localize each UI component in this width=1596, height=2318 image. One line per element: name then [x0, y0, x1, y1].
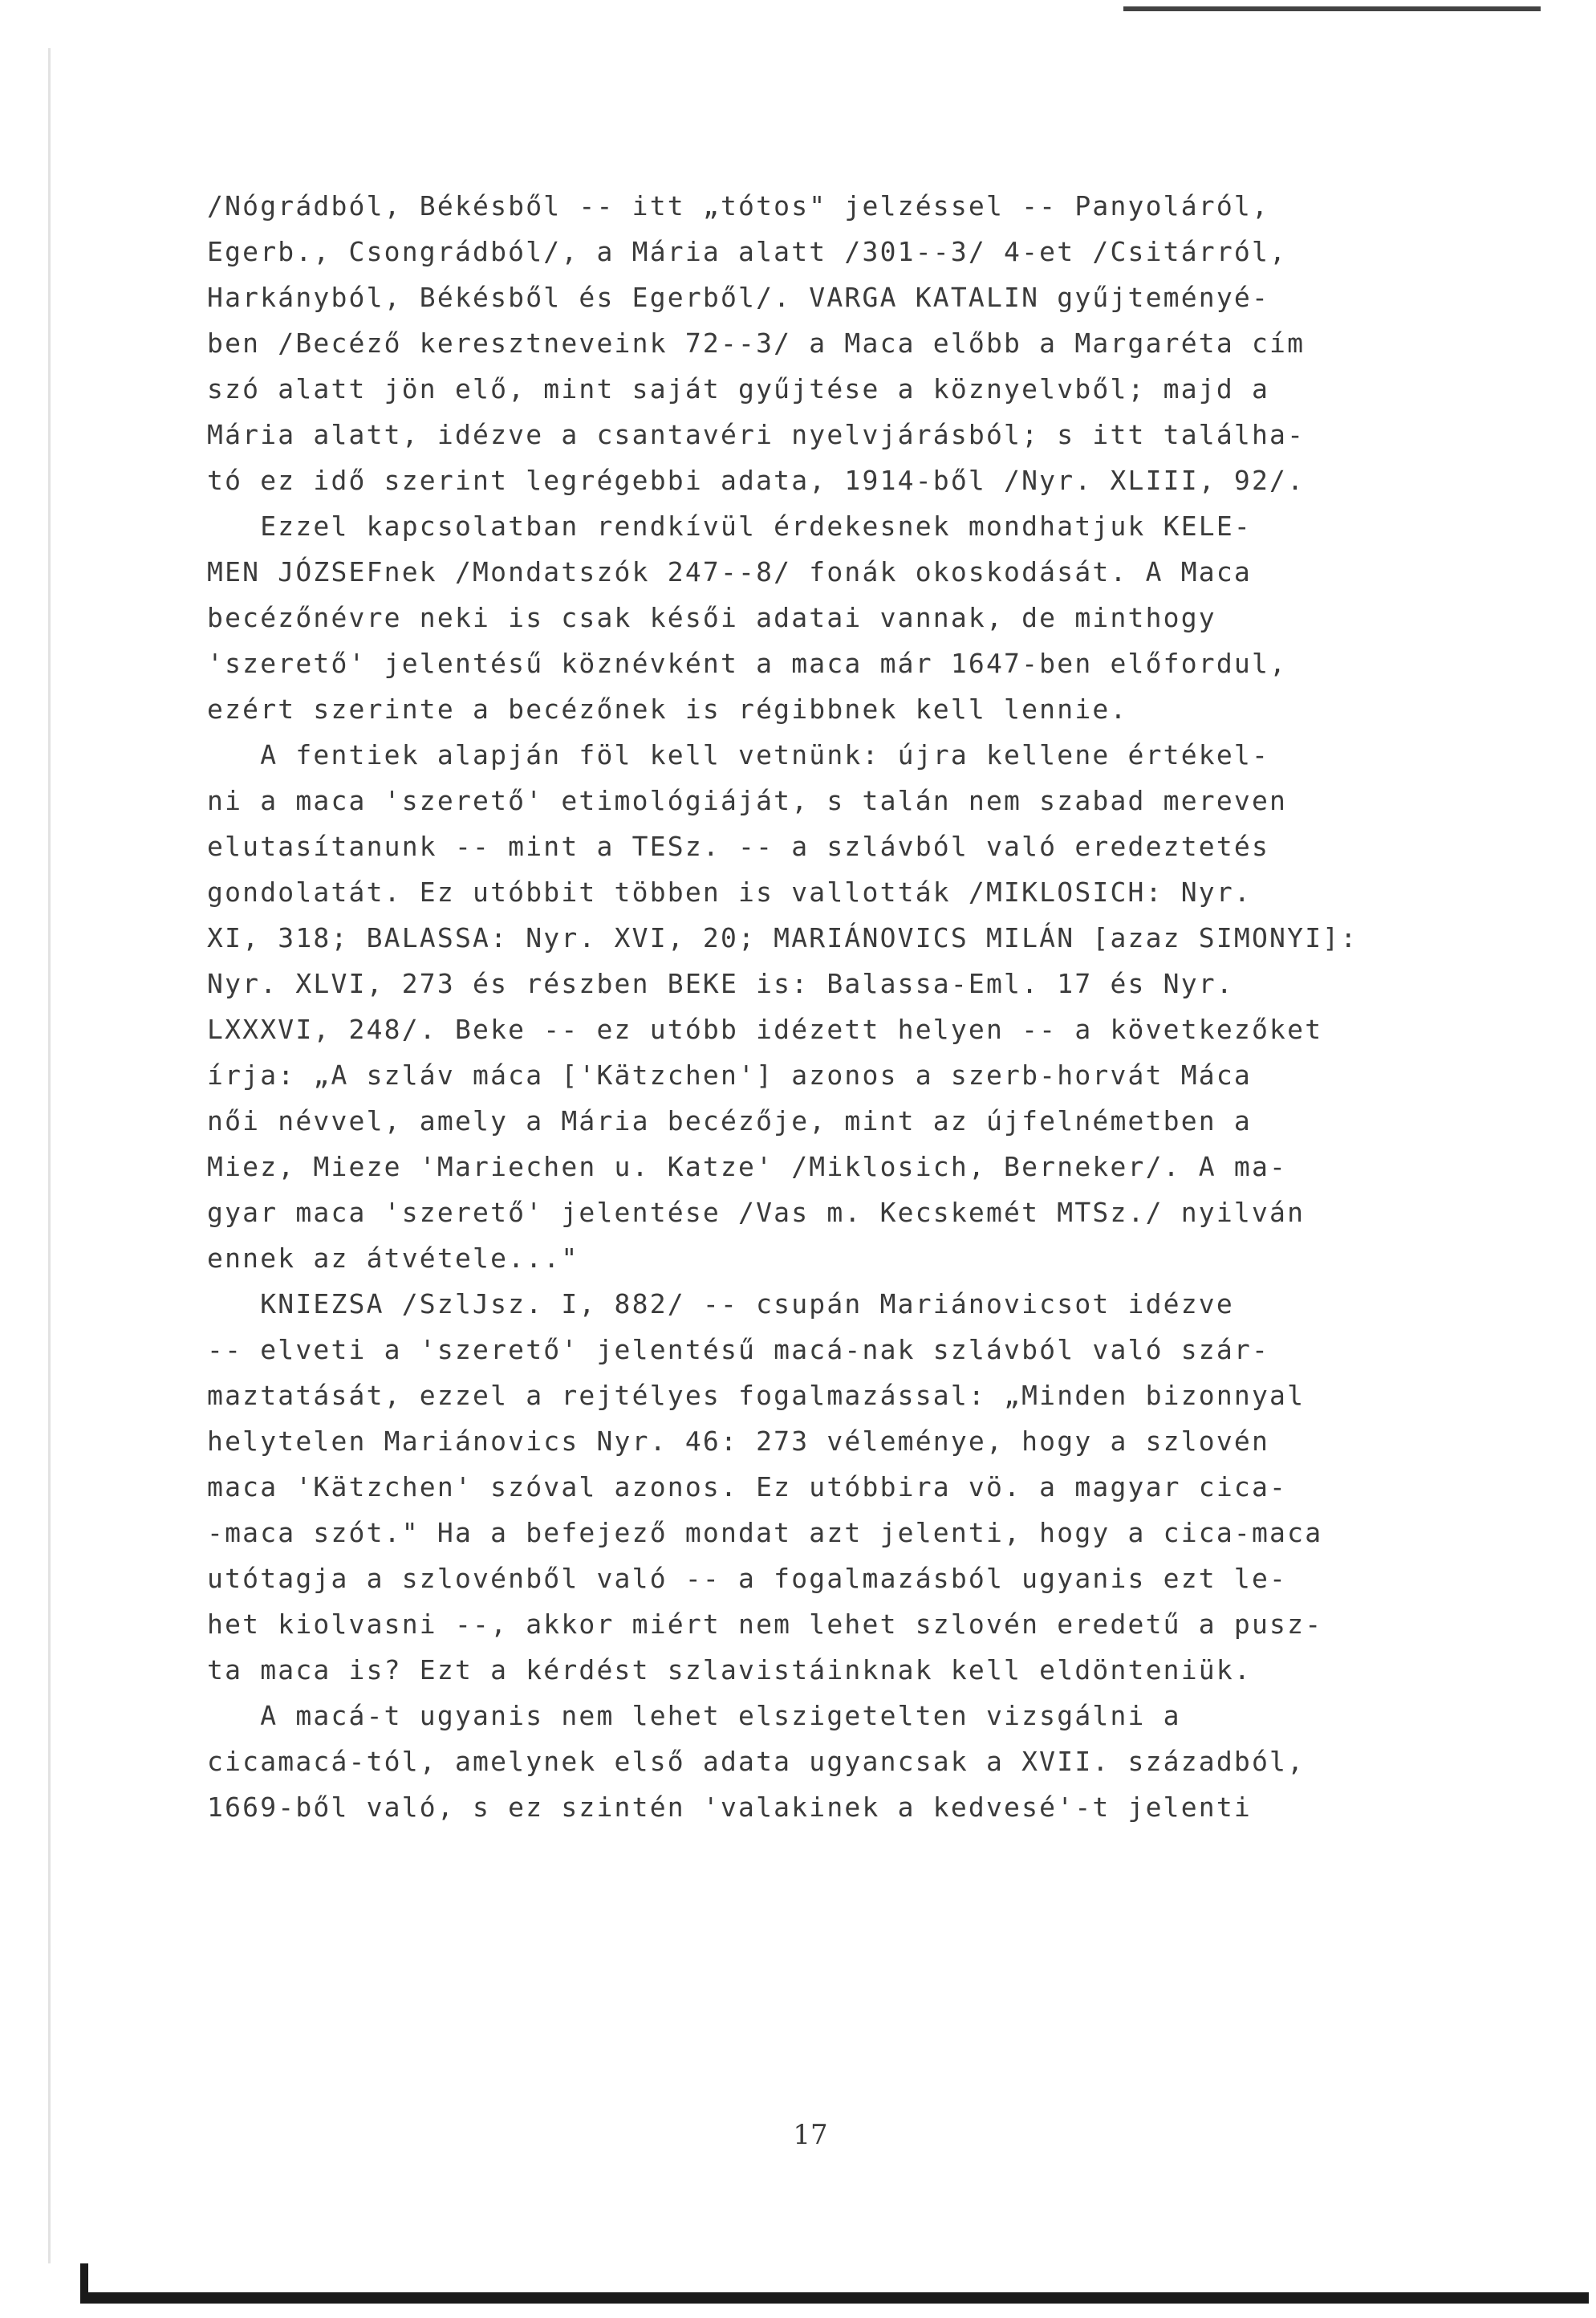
text-line: -maca szót." Ha a befejező mondat azt jelenti, hogy a cica-maca [207, 1517, 1323, 1548]
text-line: 1669-ből való, s ez szintén 'valakinek a kedvesé'-t jelenti [207, 1791, 1252, 1823]
text-line: het kiolvasni --, akkor miért nem lehet szlovén eredetű a pusz- [207, 1608, 1323, 1640]
text-line: Mária alatt, idézve a csantavéri nyelvjárásból; s itt találha- [207, 419, 1306, 450]
scan-edge-bottom [80, 2292, 1589, 2304]
text-line: /Nógrádból, Békésből -- itt „tótos" jelzéssel -- Panyoláról, [207, 190, 1270, 222]
page-number: 17 [793, 2119, 828, 2151]
text-line: LXXXVI, 248/. Beke -- ez utóbb idézett helyen -- a következőket [207, 1014, 1323, 1045]
text-line: tó ez idő szerint legrégebbi adata, 1914-ből /Nyr. XLIII, 92/. [207, 465, 1306, 496]
text-line: Ezzel kapcsolatban rendkívül érdekesnek mondhatjuk KELE- [207, 510, 1252, 542]
text-line: szó alatt jön elő, mint saját gyűjtése a köznyelvből; majd a [207, 373, 1270, 405]
text-line: ta maca is? Ezt a kérdést szlavistáinknak kell eldönteniük. [207, 1654, 1252, 1686]
text-line: maca 'Kätzchen' szóval azonos. Ez utóbbira vö. a magyar cica- [207, 1471, 1288, 1503]
scan-edge-top [1123, 6, 1541, 11]
scan-edge-corner [80, 2263, 88, 2304]
text-line: ezért szerinte a becézőnek is régibbnek kell lennie. [207, 693, 1128, 725]
text-line: 'szerető' jelentésű köznévként a maca már 1647-ben előfordul, [207, 648, 1288, 679]
text-line: helytelen Mariánovics Nyr. 46: 273 véleménye, hogy a szlovén [207, 1425, 1270, 1457]
text-line: MEN JÓZSEFnek /Mondatszók 247--8/ fonák okoskodását. A Maca [207, 556, 1252, 588]
text-line: írja: „A szláv máca ['Kätzchen'] azonos a szerb-horvát Máca [207, 1059, 1252, 1091]
text-line: cicamacá-tól, amelynek első adata ugyancsak a XVII. századból, [207, 1746, 1306, 1777]
text-line: becézőnévre neki is csak késői adatai vannak, de minthogy [207, 602, 1216, 633]
text-line: elutasítanunk -- mint a TESz. -- a szlávból való eredeztetés [207, 831, 1270, 862]
text-line: gondolatát. Ez utóbbit többen is vallották /MIKLOSICH: Nyr. [207, 876, 1252, 908]
text-line: A fentiek alapján föl kell vetnünk: újra kellene értékel- [207, 739, 1270, 771]
text-line: A macá-t ugyanis nem lehet elszigetelten vizsgálni a [207, 1700, 1181, 1731]
text-line: Miez, Mieze 'Mariechen u. Katze' /Miklosich, Berneker/. A ma- [207, 1151, 1288, 1182]
text-line: női névvel, amely a Mária becézője, mint az újfelnémetben a [207, 1105, 1252, 1137]
text-line: gyar maca 'szerető' jelentése /Vas m. Kecskemét MTSz./ nyilván [207, 1197, 1306, 1228]
text-line: -- elveti a 'szerető' jelentésű macá-nak szlávból való szár- [207, 1334, 1270, 1365]
text-line: Harkányból, Békésből és Egerből/. VARGA KATALIN gyűjteményé- [207, 282, 1270, 313]
text-line: utótagja a szlovénből való -- a fogalmazásból ugyanis ezt le- [207, 1563, 1288, 1594]
text-line: ben /Becéző keresztneveink 72--3/ a Maca előbb a Margaréta cím [207, 327, 1306, 359]
text-line: Nyr. XLVI, 273 és részben BEKE is: Balassa-Eml. 17 és Nyr. [207, 968, 1234, 999]
scan-edge-left [48, 48, 51, 2263]
text-line: KNIEZSA /SzlJsz. I, 882/ -- csupán Mariánovicsot idézve [207, 1288, 1234, 1320]
text-line: ennek az átvétele..." [207, 1242, 579, 1274]
text-line: Egerb., Csongrádból/, a Mária alatt /301--3/ 4-et /Csitárról, [207, 236, 1288, 267]
body-text [207, 183, 1459, 1830]
text-line: ni a maca 'szerető' etimológiáját, s talán nem szabad mereven [207, 785, 1288, 816]
text-line: XI, 318; BALASSA: Nyr. XVI, 20; MARIÁNOVICS MILÁN [azaz SIMONYI]: [207, 922, 1358, 954]
text-line: maztatását, ezzel a rejtélyes fogalmazással: „Minden bizonnyal [207, 1380, 1306, 1411]
